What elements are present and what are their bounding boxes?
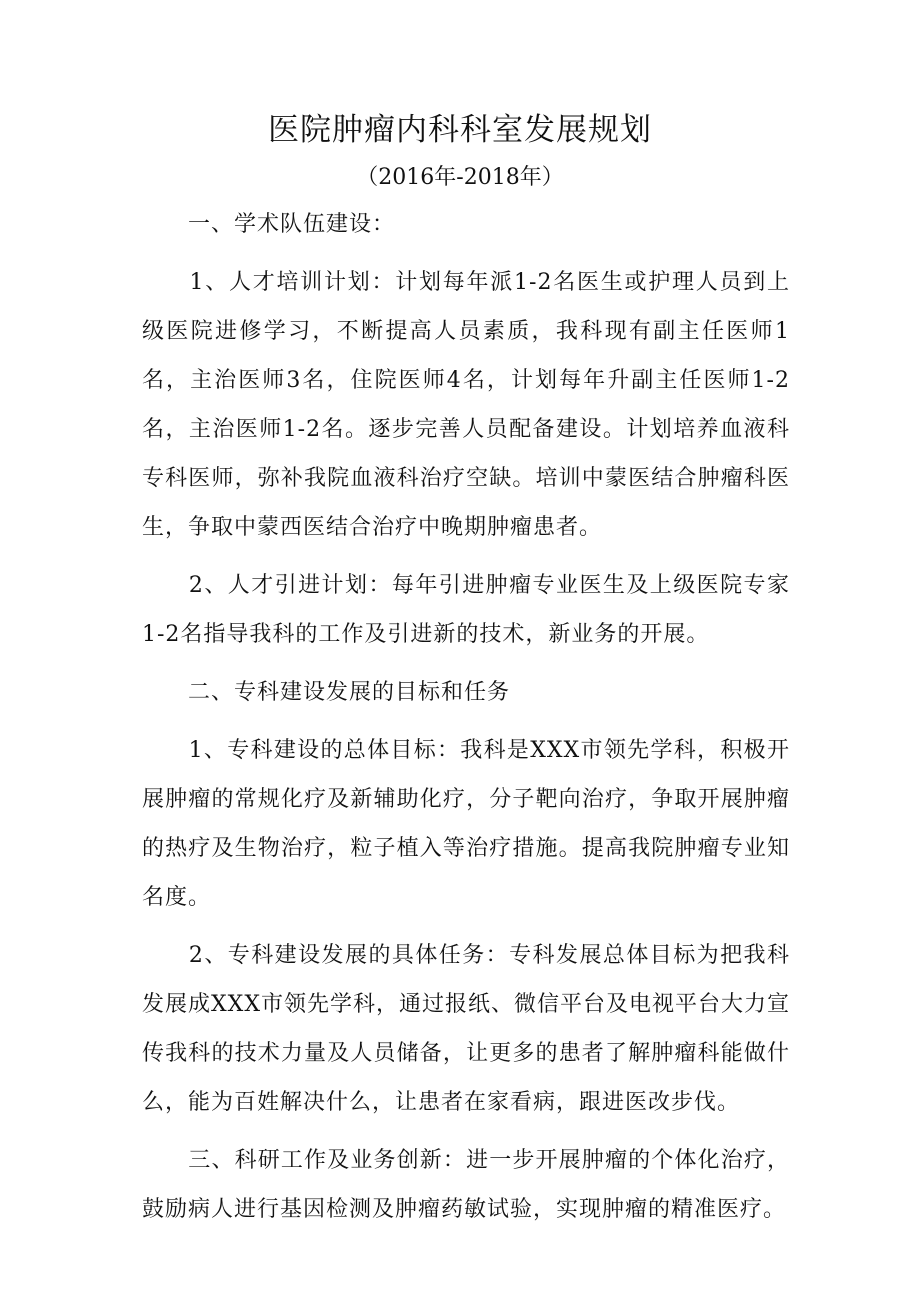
paragraph-talent-training: 1、人才培训计划：计划每年派1-2名医生或护理人员到上级医院进修学习，不断提高人员素质，我科现有副主任医师1名，主治医师3名，住院医师4名，计划每年升副主任医师1-2名，主治医师1-2名。逐步完善人员配备建设。计划培养血液科专科医师，弥补我院血液科治疗空缺。培训中蒙医结合肿瘤科医生，争取中蒙西医结合治疗中晚期肿瘤患者。: [142, 270, 790, 540]
document-title: 医院肿瘤内科科室发展规划: [268, 112, 652, 148]
paragraph-specific-tasks: 2、专科建设发展的具体任务：专科发展总体目标为把我科发展成XXX市领先学科，通过报纸、微信平台及电视平台大力宣传我科的技术力量及人员储备，让更多的患者了解肿瘤科能做什么，能为百姓解决什么，让患者在家看病，跟进医改步伐。: [142, 943, 790, 1115]
paragraph-overall-goal: 1、专科建设的总体目标：我科是XXX市领先学科，积极开展肿瘤的常规化疗及新辅助化疗，分子靶向治疗，争取开展肿瘤的热疗及生物治疗，粒子植入等治疗措施。提高我院肿瘤专业知名度。: [142, 738, 790, 910]
paragraph-research-innovation: 三、科研工作及业务创新：进一步开展肿瘤的个体化治疗，鼓励病人进行基因检测及肿瘤药敏试验，实现肿瘤的精准医疗。: [142, 1148, 790, 1222]
section-heading-academic-team: 一、学术队伍建设：: [142, 212, 396, 237]
document-body: [142, 200, 790, 1234]
paragraph-talent-introduction: 2、人才引进计划：每年引进肿瘤专业医生及上级医院专家1-2名指导我科的工作及引进新的技术，新业务的开展。: [142, 573, 790, 647]
document-subtitle: （2016年-2018年）: [356, 165, 564, 190]
section-heading-specialty-goals: 二、专科建设发展的目标和任务: [142, 680, 511, 705]
